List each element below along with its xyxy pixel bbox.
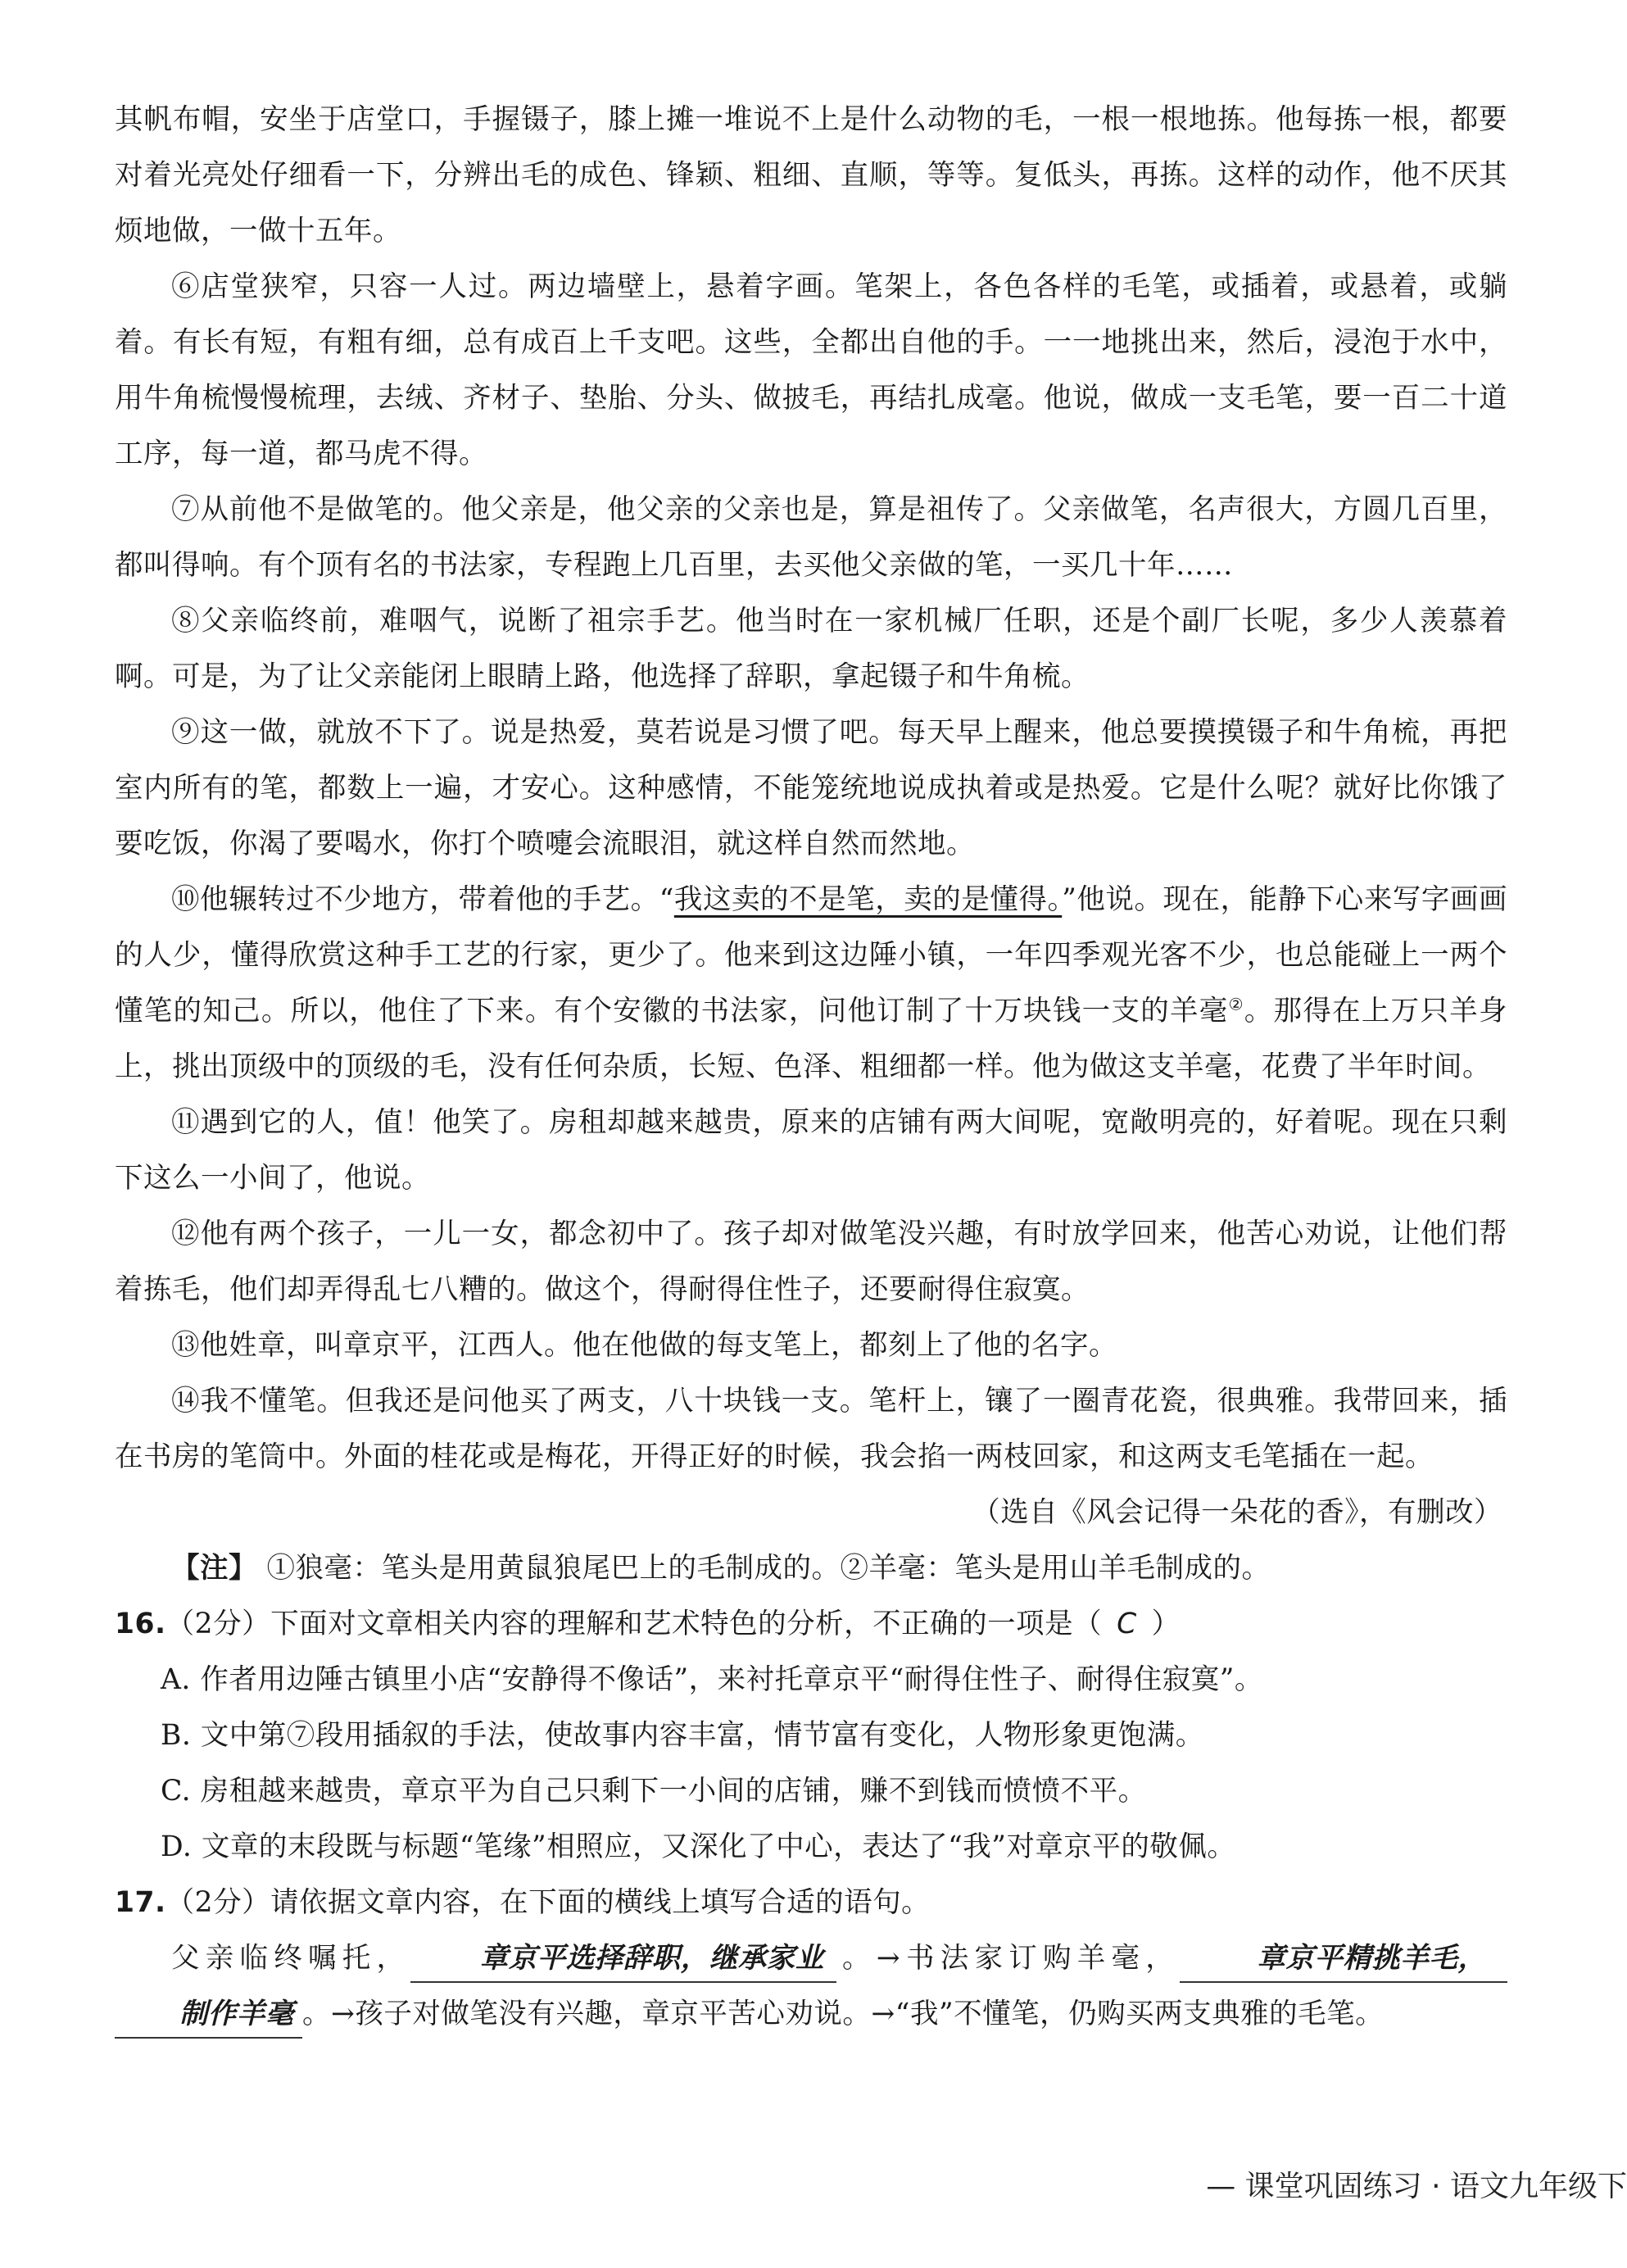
notes (115, 1540, 1507, 1596)
source-citation: （选自《风会记得一朵花的香》，有删改） (972, 1496, 1502, 1529)
note-text: ①狼毫：笔头是用黄鼠狼尾巴上的毛制成的。②羊毫：笔头是用山羊毛制成的。 (266, 1552, 1271, 1585)
option-c: C. 房租越来越贵，章京平为自己只剩下一小间的店铺，赚不到钱而愤愤不平。 (161, 1775, 1147, 1808)
fill-blank-1[interactable]: 章京平选择辞职，继承家业 (410, 1935, 836, 1983)
paragraph-8: ⑧父亲临终前，难咽气，说断了祖宗手艺。他当时在一家机械厂任职，还是个副厂长呢，多少人羡慕着啊。可是，为了让父亲能闭上眼睛上路，他选择了辞职，拿起镊子和牛角梳。 (115, 605, 1507, 693)
paragraph-13: ⑬他姓章，叫章京平，江西人。他在他做的每支笔上，都刻上了他的名字。 (171, 1329, 1117, 1362)
underlined-quote: 我这卖的不是笔，卖的是懂得。 (673, 883, 1063, 916)
fill-blank-2[interactable]: 章京平精挑羊毛， (1180, 1935, 1507, 1983)
paragraph-5-continued: 其帆布帽，安坐于店堂口，手握镊子，膝上摊一堆说不上是什么动物的毛，一根一根地拣。他每拣一根，都要对着光亮处仔细看一下，分辨出毛的成色、锋颖、粗细、直顺，等等。复低头，再拣。这样的动作，他不厌其烦地做，一做十五年。 (115, 103, 1507, 247)
paragraph-11: ⑪遇到它的人，值！他笑了。房租却越来越贵，原来的店铺有两大间呢，宽敞明亮的，好着呢。现在只剩下这么一小间了，他说。 (115, 1106, 1507, 1195)
option-d: D. 文章的末段既与标题“笔缘”相照应，又深化了中心，表达了“我”对章京平的敬佩。 (161, 1830, 1236, 1863)
question-16 (115, 1596, 1507, 1652)
paragraph-12: ⑫他有两个孩子，一儿一女，都念初中了。孩子却对做笔没兴趣，有时放学回来，他苦心劝说，让他们帮着拣毛，他们却弄得乱七八糟的。做这个，得耐得住性子，还要耐得住寂寞。 (115, 1218, 1507, 1306)
paragraph-10-part-a: ⑩他辗转过不少地方，带着他的手艺。“ (171, 883, 674, 916)
note-tag: 【注】 (171, 1552, 257, 1585)
question-17 (115, 1875, 1507, 1930)
paragraph-10 (115, 872, 1507, 1095)
paragraph-9: ⑨这一做，就放不下了。说是热爱，莫若说是习惯了吧。每天早上醒来，他总要摸摸镊子和牛角梳，再把室内所有的笔，都数上一遍，才安心。这种感情，不能笼统地说成执着或是热爱。它是什么呢？就好比你饿了要吃饭，你渴了要喝水，你打个喷嚏会流眼泪，就这样自然而然地。 (115, 716, 1507, 860)
page-footer: — 课堂巩固练习 · 语文九年级下 (1206, 2170, 1627, 2203)
fill-blank-2-continued[interactable]: 制作羊毫 (115, 1991, 302, 2039)
question-17-fill-line (115, 1930, 1507, 2042)
paragraph-10-part-c: 。那得在上万只羊身上，挑出顶级中的顶级的毛，没有任何杂质，长短、色泽、粗细都一样。他为做这支羊毫，花费了半年时间。 (115, 995, 1508, 1083)
passage-content (115, 92, 1507, 2042)
fill-text-1: 父亲临终嘱托， (171, 1942, 411, 1975)
question-16-stem-end: ） (1151, 1608, 1181, 1640)
question-16-number: 16. (115, 1608, 166, 1640)
paragraph-14: ⑭我不懂笔。但我还是问他买了两支，八十块钱一支。笔杆上，镶了一圈青花瓷，很典雅。我带回来，插在书房的笔筒中。外面的桂花或是梅花，开得正好的时候，我会掐一两枝回家，和这两支毛笔插在一起。 (115, 1385, 1507, 1473)
paragraph-6: ⑥店堂狭窄，只容一人过。两边墙壁上，悬着字画。笔架上，各色各样的毛笔，或插着，或悬着，或躺着。有长有短，有粗有细，总有成百上千支吧。这些，全都出自他的手。一一地挑出来，然后，浸泡于水中，用牛角梳慢慢梳理，去绒、齐材子、垫胎、分头、做披毛，再结扎成毫。他说，做成一支毛笔，要一百二十道工序，每一道，都马虎不得。 (115, 270, 1507, 470)
question-16-answer: C (1117, 1608, 1137, 1640)
fill-text-3: 。→孩子对做笔没有兴趣，章京平苦心劝说。→“我”不懂笔，仍购买两支典雅的毛笔。 (302, 1998, 1385, 2030)
option-b: B. 文中第⑦段用插叙的手法，使故事内容丰富，情节富有变化，人物形象更饱满。 (161, 1719, 1204, 1752)
footnote-ref-2: ② (1228, 994, 1244, 1014)
question-16-stem: （2分）下面对文章相关内容的理解和艺术特色的分析，不正确的一项是（ (165, 1608, 1103, 1640)
option-a: A. 作者用边陲古镇里小店“安静得不像话”，来衬托章京平“耐得住性子、耐得住寂寞”。 (161, 1663, 1263, 1696)
paragraph-10-part-b: ”他说。现在，能静下心来写字画画的人少，懂得欣赏这种手工艺的行家，更少了。他来到这边陲小镇，一年四季观光客不少，也总能碰上一两个懂笔的知己。所以，他住了下来。有个安徽的书法家，问他订制了十万块钱一支的羊毫 (115, 883, 1508, 1027)
paragraph-7: ⑦从前他不是做笔的。他父亲是，他父亲的父亲也是，算是祖传了。父亲做笔，名声很大，方圆几百里，都叫得响。有个顶有名的书法家，专程跑上几百里，去买他父亲做的笔，一买几十年…… (115, 493, 1507, 582)
question-17-stem: （2分）请依据文章内容，在下面的横线上填写合适的语句。 (165, 1886, 931, 1919)
question-17-number: 17. (115, 1886, 166, 1919)
fill-text-2: 。→书法家订购羊毫， (836, 1942, 1181, 1975)
